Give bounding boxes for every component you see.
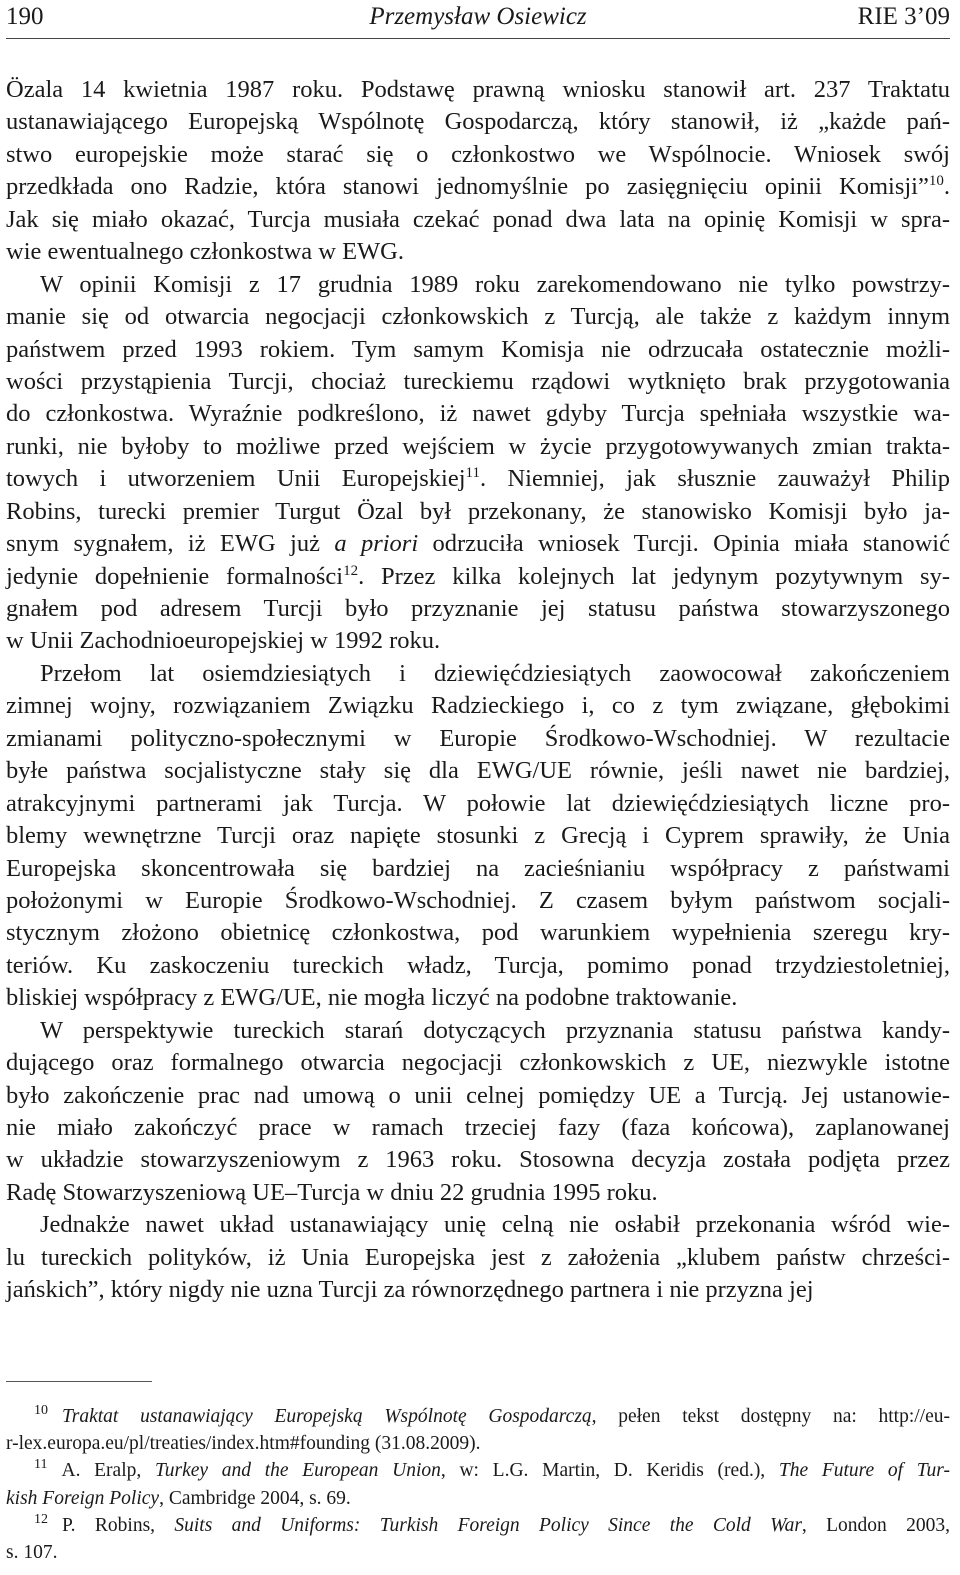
line-text: wości przystąpienia Turcji, chociaż tureckiemu rządowi wytknięto brak przygotowania: [6, 367, 950, 395]
line-text: runki, nie byłoby to możliwe przed wejściem w życie przygotowywanych zmian trakta-: [6, 432, 950, 460]
text-line: [6, 1080, 950, 1112]
text-line: [6, 1144, 950, 1176]
footnote-text-cont: , Cambridge 2004, s. 69.: [159, 1487, 351, 1509]
text-line: [6, 528, 950, 560]
line-text: teriów. Ku zaskoczeniu tureckich władz, Turcja, pomimo ponad trzydziestoletniej,: [6, 951, 950, 979]
text-line: [6, 1242, 950, 1274]
text-line: [6, 950, 950, 982]
footnote-ref: 12: [343, 562, 359, 579]
line-text-cont: odrzuciła wniosek Turcji. Opinia miała stanowić: [418, 530, 950, 558]
line-text: W perspektywie tureckich starań dotyczących przyznania statusu państwa kandy-: [40, 1016, 950, 1044]
line-text: jedynie dopełnienie formalności: [6, 562, 344, 590]
line-text: gnałem pod adresem Turcji było przyznanie jej statusu państwa stowarzyszonego: [6, 595, 950, 622]
footnote-line: [6, 1512, 950, 1539]
line-text: było zakończenie prac nad umową o unii celnej pomiędzy UE a Turcją. Jej ustanowie-: [6, 1081, 950, 1109]
text-line: [6, 1209, 950, 1241]
footnote-line: [6, 1403, 950, 1430]
text-line: [6, 204, 950, 236]
header-rule: [6, 38, 950, 39]
footnote-line: [6, 1457, 950, 1484]
body-text: [6, 74, 950, 1307]
line-text: atrakcyjnymi partnerami jak Turcja. W połowie lat dziewięćdziesiątych liczne pro-: [6, 789, 950, 817]
line-text: Jak się miało okazać, Turcja musiała czekać ponad dwa lata na opinię Komisji w spra-: [6, 205, 950, 233]
footnote-line: [6, 1539, 950, 1566]
text-line: [6, 366, 950, 398]
text-line: [6, 106, 950, 138]
footnote-separator: [6, 1381, 152, 1382]
footnote-text: P. Robins,: [62, 1514, 175, 1536]
footnotes: [6, 1403, 950, 1566]
line-text: Przełom lat osiemdziesiątych i dziewięćdziesiątych zaowocował zakończeniem: [40, 659, 950, 687]
line-text: Robins, turecki premier Turgut Özal był przekonany, że stanowisko Komisji było ja-: [6, 497, 950, 525]
line-text: Özala 14 kwietnia 1987 roku. Podstawę prawną wniosku stanowił art. 237 Traktatu: [6, 76, 950, 103]
line-text: ustanawiającego Europejską Wspólnotę Gospodarczą, który stanowił, iż „każde pań-: [6, 108, 950, 136]
journal-issue: RIE 3’09: [857, 3, 950, 30]
text-line: [6, 755, 950, 787]
page-number: 190: [6, 3, 44, 30]
line-text: byłe państwa socjalistyczne stały się dla EWG/UE równie, jeśli nawet nie bardziej,: [6, 757, 950, 785]
text-line: [6, 236, 950, 268]
text-line: [6, 820, 950, 852]
line-text: W opinii Komisji z 17 grudnia 1989 roku zarekomendowano nie tylko powstrzy-: [40, 270, 950, 298]
text-line: [6, 788, 950, 820]
text-line: [6, 658, 950, 690]
footnote-title: Turkey and the European Union: [154, 1460, 441, 1482]
line-text: Europejska skoncentrowała się bardziej na zacieśnianiu współpracy z państwami: [6, 854, 950, 882]
line-text: lu tureckich polityków, iż Unia Europejska jest z założenia „klubem państw chrześci-: [6, 1243, 950, 1271]
text-line: [6, 496, 950, 528]
text-line: [6, 1112, 950, 1144]
line-text: położonymi w Europie Środkowo-Wschodniej. Z czasem byłym państwom socjali-: [6, 886, 950, 914]
line-text: snym sygnałem, iż EWG już: [6, 530, 335, 558]
text-line: [6, 269, 950, 301]
text-line: [6, 1177, 950, 1209]
footnote-line: [6, 1430, 950, 1457]
line-text: w układzie stowarzyszeniowym z 1963 roku. Stosowna decyzja została podjęta przez: [6, 1146, 950, 1174]
footnote-number: 10: [34, 1403, 48, 1418]
line-text: manie się od otwarcia negocjacji członkowskich z Turcją, ale także z każdym innym: [6, 303, 950, 331]
text-line: [6, 1015, 950, 1047]
line-text: dującego oraz formalnego otwarcia negocjacji członkowskich z UE, niezwykle istotne: [6, 1049, 950, 1077]
text-line: [6, 593, 950, 625]
text-line: [6, 982, 950, 1014]
footnote-line: [6, 1485, 950, 1512]
footnote-title: Traktat ustanawiający Europejską Wspólnotę Gospodarczą: [62, 1406, 592, 1427]
line-text: jańskich”, który nigdy nie uzna Turcji za równorzędnego partnera i nie przyzna jej: [6, 1276, 814, 1304]
footnote-ref: 10: [928, 173, 944, 190]
text-line: [6, 139, 950, 171]
line-text-cont: . Niemniej, jak słusznie zauważył Philip: [480, 465, 950, 493]
footnote-text-cont: , w: L.G. Martin, D. Keridis (red.),: [440, 1460, 779, 1482]
text-line: [6, 398, 950, 430]
footnote-text-cont: , pełen tekst dostępny na: http://eu-: [591, 1406, 950, 1427]
text-line: [6, 1274, 950, 1306]
line-text: do członkostwa. Wyraźnie podkreślono, iż nawet gdyby Turcja spełniała wszystkie wa-: [6, 400, 950, 428]
footnote-text: r-lex.europa.eu/pl/treaties/index.htm#founding (31.08.2009).: [6, 1433, 481, 1455]
line-text: w Unii Zachodnioeuropejskiej w 1992 roku.: [6, 627, 441, 655]
line-text: wie ewentualnego członkostwa w EWG.: [6, 238, 404, 266]
text-line: [6, 625, 950, 657]
footnote-text-cont: , London 2003,: [801, 1514, 950, 1536]
line-text: stycznym złożono obietnicę członkostwa, pod warunkiem wypełnienia szeregu kry-: [6, 919, 950, 947]
line-text: przedkłada ono Radzie, która stanowi jednomyślnie po zasięgnięciu opinii Komisji”: [6, 173, 929, 201]
footnote-number: 12: [34, 1511, 48, 1527]
line-text-cont: .: [943, 173, 950, 201]
text-line: [6, 690, 950, 722]
text-line: [6, 171, 950, 203]
text-line: [6, 853, 950, 885]
line-text: towych i utworzeniem Unii Europejskiej: [6, 465, 466, 493]
line-text: blemy wewnętrzne Turcji oraz napięte stosunki z Grecją i Cyprem sprawiły, że Unia: [6, 822, 950, 850]
line-text: zmianami polityczno-społecznymi w Europie Środkowo-Wschodniej. W rezultacie: [6, 724, 950, 752]
running-header: [6, 2, 950, 32]
line-text: bliskiej współpracy z EWG/UE, nie mogła liczyć na podobne traktowanie.: [6, 984, 738, 1012]
text-line: [6, 334, 950, 366]
line-text: państwem przed 1993 rokiem. Tym samym Komisja nie odrzucała ostatecznie możli-: [6, 335, 950, 363]
italic-term: a priori: [334, 530, 419, 558]
line-text: Radę Stowarzyszeniową UE–Turcja w dniu 22 grudnia 1995 roku.: [6, 1178, 658, 1206]
line-text: zimnej wojny, rozwiązaniem Związku Radzieckiego i, co z tym związane, głębokimi: [6, 692, 950, 720]
text-line: [6, 723, 950, 755]
text-line: [6, 463, 950, 495]
running-author: Przemysław Osiewicz: [369, 3, 587, 30]
line-text: stwo europejskie może starać się o członkostwo we Wspólnocie. Wniosek swój: [6, 140, 950, 168]
footnote-title: Suits and Uniforms: Turkish Foreign Policy Since the Cold War: [174, 1514, 802, 1536]
line-text-cont: . Przez kilka kolejnych lat jedynym pozytywnym sy-: [358, 562, 950, 590]
text-line: [6, 1047, 950, 1079]
footnote-text: A. Eralp,: [61, 1460, 155, 1482]
text-line: [6, 74, 950, 106]
line-text: nie miało zakończyć prace w ramach trzeciej fazy (faza końcowa), zaplanowanej: [6, 1114, 950, 1141]
footnote-ref: 11: [465, 465, 480, 482]
footnote-title: kish Foreign Policy: [6, 1487, 160, 1509]
text-line: [6, 561, 950, 593]
text-line: [6, 917, 950, 949]
text-line: [6, 301, 950, 333]
text-line: [6, 885, 950, 917]
footnote-title: The Future of Tur-: [778, 1460, 950, 1482]
footnote-number: 11: [34, 1457, 48, 1473]
line-text: Jednakże nawet układ ustanawiający unię celną nie osłabił przekonania wśród wie-: [40, 1211, 950, 1239]
text-line: [6, 431, 950, 463]
footnote-text: s. 107.: [6, 1541, 58, 1563]
